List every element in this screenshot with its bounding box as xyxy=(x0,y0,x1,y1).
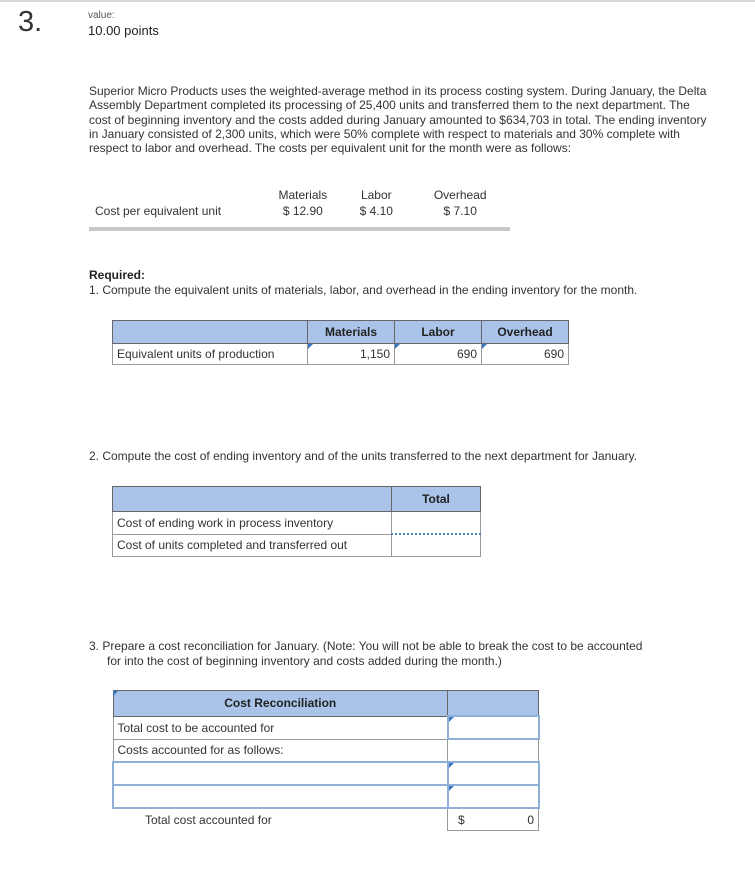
end-row-ending-wip: Cost of ending work in process inventory xyxy=(113,512,392,535)
rec-header: Cost Reconciliation xyxy=(113,691,448,717)
rec-accounted-as-follows-label: Costs accounted for as follows: xyxy=(113,739,448,762)
rec-accounted-blank xyxy=(448,739,539,762)
rec-total-accounted-label: Total cost accounted for xyxy=(145,812,272,827)
eq-header-overhead: Overhead xyxy=(482,321,569,344)
total-to-account-input[interactable] xyxy=(448,716,539,739)
cost-overhead: $ 7.10 xyxy=(443,204,477,218)
end-header-total: Total xyxy=(392,487,481,512)
input-flag-icon xyxy=(308,344,313,349)
eq-labor-input[interactable]: 690 xyxy=(395,344,482,365)
required-heading: Required: xyxy=(89,268,146,282)
end-row-transferred: Cost of units completed and transferred out xyxy=(113,534,392,557)
input-flag-icon xyxy=(113,691,118,696)
eq-header-materials: Materials xyxy=(308,321,395,344)
rec-line-2-label-input[interactable] xyxy=(113,785,448,808)
top-divider xyxy=(0,0,755,2)
rec-header-blank xyxy=(448,691,539,717)
input-flag-icon xyxy=(449,717,454,722)
points-value: 10.00 points xyxy=(88,23,159,38)
rec-line-1-label-input[interactable] xyxy=(113,762,448,785)
eq-materials-input[interactable]: 1,150 xyxy=(308,344,395,365)
currency-symbol: $ xyxy=(458,812,465,827)
value-label: value: xyxy=(88,10,115,21)
cost-header-overhead: Overhead xyxy=(433,188,487,202)
cost-row-label: Cost per equivalent unit xyxy=(95,204,222,218)
rec-total-to-account-label: Total cost to be accounted for xyxy=(113,716,448,739)
cost-labor: $ 4.10 xyxy=(359,204,393,218)
requirement-2: 2. Compute the cost of ending inventory and of the units transferred to the next department for January. xyxy=(89,449,638,463)
question-number: 3. xyxy=(18,6,43,38)
transferred-out-input[interactable] xyxy=(392,534,481,557)
input-flag-icon xyxy=(449,763,454,768)
rec-line-2-amount-input[interactable] xyxy=(448,785,539,808)
eq-overhead-input[interactable]: 690 xyxy=(482,344,569,365)
cost-per-unit-table xyxy=(89,188,510,220)
cost-header-materials: Materials xyxy=(278,188,328,202)
cost-materials: $ 12.90 xyxy=(282,204,323,218)
rec-line-1-amount-input[interactable] xyxy=(448,762,539,785)
input-flag-icon xyxy=(449,786,454,791)
input-flag-icon xyxy=(395,344,400,349)
cost-reconciliation-table xyxy=(112,690,540,831)
ending-inventory-table xyxy=(112,486,481,557)
eq-row-label: Equivalent units of production xyxy=(113,344,308,365)
requirement-3: 3. Prepare a cost reconciliation for January. (Note: You will not be able to break the cost to be accounted for into the cost of beginning inventory and costs added during the month.) xyxy=(89,639,643,668)
end-header-blank xyxy=(113,487,392,512)
input-flag-icon xyxy=(482,344,487,349)
problem-statement: Superior Micro Products uses the weighted-average method in its process costing system. During January, the Delta Assembly Department completed its processing of 25,400 units and transferred them to the next department. The cost of beginning inventory and the costs added during January amounted to $634,703 in total. The ending inventory in January consisted of 2,300 units, which were 50% complete with respect to materials and 30% complete with respect to labor and overhead. The costs per equivalent unit for the month were as follows: xyxy=(89,84,707,156)
cost-header-labor: Labor xyxy=(360,188,392,202)
requirement-1: 1. Compute the equivalent units of materials, labor, and overhead in the ending inventory for the month. xyxy=(89,283,638,297)
rec-total-accounted-value: $ 0 xyxy=(448,808,539,831)
ending-wip-input[interactable] xyxy=(392,512,481,535)
equivalent-units-table xyxy=(112,320,569,365)
eq-header-labor: Labor xyxy=(395,321,482,344)
eq-header-blank xyxy=(113,321,308,344)
table-rule xyxy=(89,227,510,231)
